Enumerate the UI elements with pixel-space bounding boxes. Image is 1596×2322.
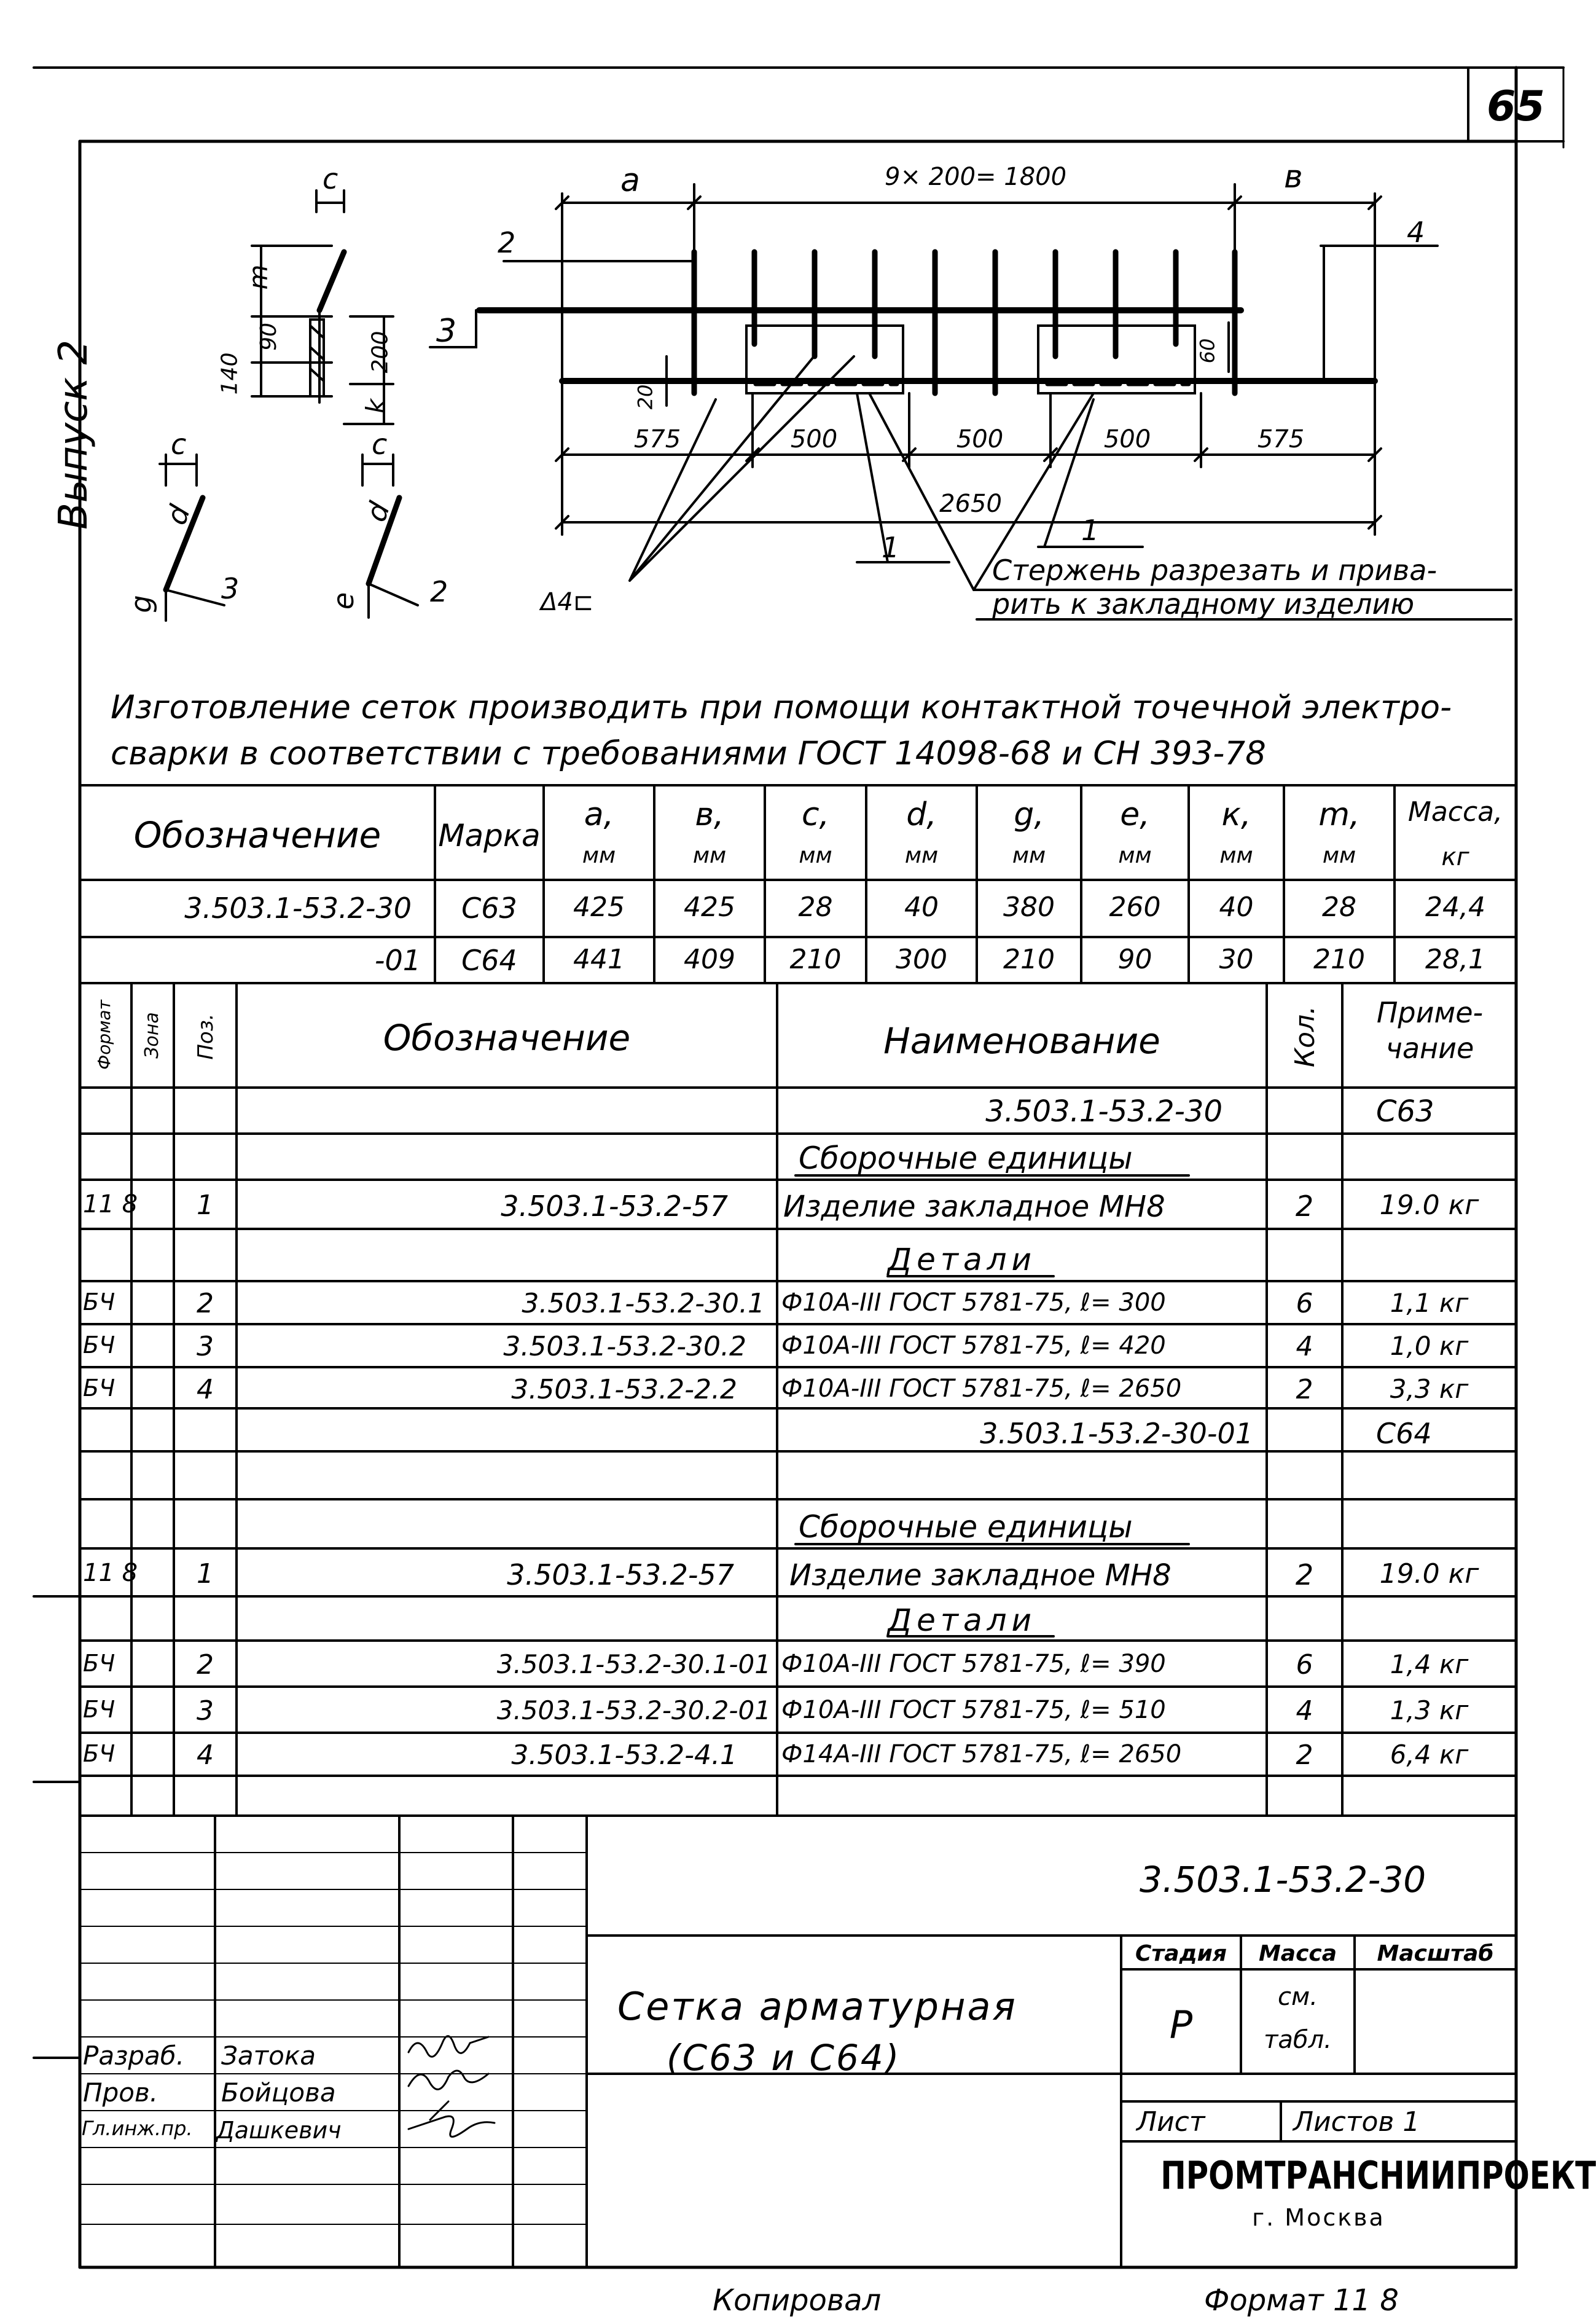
param-head-mass-unit: кг (1441, 843, 1469, 871)
spec-row-6-pos: 3 (197, 1331, 214, 1362)
dim-b: в (1284, 159, 1303, 195)
mass-value-1: см. (1278, 1983, 1318, 2011)
staff-name-2: Бойцова (221, 2077, 336, 2108)
param-head-k: к, (1221, 796, 1251, 833)
seg-575-left: 575 (633, 425, 681, 453)
spec-row-5-qty: 6 (1296, 1288, 1313, 1319)
dim-main: 9× 200= 1800 (885, 163, 1067, 191)
param-row-1-e: 260 (1109, 892, 1161, 923)
pos-1-label-b: 1 (1081, 514, 1100, 547)
param-head-b-unit: мм (692, 843, 727, 868)
param-row-1-mass: 24,4 (1425, 892, 1485, 923)
doc-number: 3.503.1-53.2-30 (1140, 1859, 1426, 1900)
spec-row-3-designation: 3.503.1-53.2-57 (501, 1190, 728, 1223)
param-head-a: a, (584, 796, 614, 833)
spec-head-name: Наименование (883, 1020, 1160, 1062)
spec-row-13-pos: 3 (197, 1695, 214, 1727)
spec-row-11-name: Детали (888, 1602, 1037, 1638)
spec-row-7-note: 3,3 кг (1390, 1374, 1469, 1404)
detail-c-top: c (323, 162, 338, 195)
spec-row-14-pos: 4 (197, 1740, 214, 1771)
spec-row-6-qty: 4 (1296, 1331, 1313, 1362)
param-row-1-c: 28 (798, 892, 833, 923)
spec-row-9-name: Сборочные единицы (799, 1509, 1133, 1545)
spec-row-5-name: Ф10А-III ГОСТ 5781-75, ℓ= 300 (781, 1288, 1166, 1317)
spec-row-12-designation: 3.503.1-53.2-30.1-01 (496, 1649, 771, 1679)
spec-row-14-note: 6,4 кг (1390, 1740, 1469, 1770)
spec-row-3-pos: 1 (197, 1190, 214, 1221)
param-head-c: c, (801, 796, 830, 833)
title-line-2: (С63 и С64) (667, 2037, 901, 2079)
seg-500-3: 500 (1103, 425, 1151, 453)
general-note-line-1: Изготовление сеток производить при помощи контактной точечной электро- (111, 689, 1452, 726)
sheet-label: Лист (1136, 2106, 1205, 2138)
detail-c-left: c (171, 428, 187, 461)
param-head-mass: Масса, (1407, 796, 1503, 828)
signatures (409, 2036, 495, 2137)
detail-pos-3: 3 (221, 572, 240, 605)
spec-head-qty: Кол. (1289, 1005, 1321, 1068)
seg-500-1: 500 (790, 425, 838, 453)
spec-head-format: Формат (94, 1000, 114, 1070)
spec-row-10-designation: 3.503.1-53.2-57 (507, 1558, 734, 1591)
mass-label: Масса (1258, 1941, 1337, 1966)
detail-200: 200 (367, 331, 393, 374)
stage-value: Р (1169, 2002, 1193, 2047)
spec-row-8-name: 3.503.1-53.2-30-01 (980, 1417, 1253, 1450)
spec-row-6-designation: 3.503.1-53.2-30.2 (503, 1331, 746, 1362)
param-head-a-unit: мм (582, 843, 616, 868)
spec-head-zone: Зона (141, 1012, 163, 1059)
sheet-number: 65 (1487, 82, 1545, 131)
param-row-2-a: 441 (573, 944, 625, 975)
spec-row-7-pos: 4 (197, 1374, 214, 1405)
sheets-label: Листов 1 (1293, 2106, 1420, 2138)
spec-row-7-format: БЧ (83, 1375, 115, 1402)
detail-e-right: e (327, 592, 361, 610)
param-head-e: e, (1120, 796, 1150, 833)
detail-d-left: d (159, 501, 197, 529)
spec-row-6-format: БЧ (83, 1332, 115, 1359)
param-head-mark: Марка (438, 818, 541, 853)
param-row-1-a: 425 (573, 892, 625, 923)
staff-role-3: Гл.инж.пр. (82, 2117, 193, 2140)
spec-row-3-note: 19.0 кг (1379, 1190, 1479, 1221)
param-head-d: d, (906, 796, 937, 833)
city: г. Москва (1252, 2204, 1385, 2231)
stage-label: Стадия (1135, 1941, 1227, 1966)
detail-k: k (361, 398, 391, 414)
detail-pos-2: 2 (430, 575, 448, 608)
param-row-2-g: 210 (1003, 944, 1055, 975)
param-head-c-unit: мм (799, 843, 832, 868)
param-row-2-c: 210 (789, 944, 842, 975)
param-head-m-unit: мм (1322, 843, 1356, 868)
organization: ПРОМТРАНСНИИПРОЕКТ (1160, 2153, 1596, 2198)
spec-row-6-note: 1,0 кг (1390, 1331, 1469, 1361)
pos-1-label-a: 1 (882, 531, 900, 564)
mass-value-2: табл. (1264, 2026, 1332, 2054)
overall-length: 2650 (939, 490, 1002, 518)
param-row-2-mass: 28,1 (1425, 944, 1485, 975)
spec-head-designation: Обозначение (383, 1017, 631, 1059)
note-line-1: Стержень разрезать и прива- (992, 554, 1438, 587)
param-head-g-unit: мм (1012, 843, 1046, 868)
spec-row-13-format: БЧ (83, 1696, 115, 1723)
spec-row-13-designation: 3.503.1-53.2-30.2-01 (496, 1695, 771, 1725)
spec-row-8-note: С64 (1376, 1417, 1432, 1450)
dim-20: 20 (633, 384, 657, 410)
seg-500-2: 500 (956, 425, 1004, 453)
param-head-m: m, (1318, 796, 1360, 833)
spec-row-6-name: Ф10А-III ГОСТ 5781-75, ℓ= 420 (781, 1332, 1166, 1360)
param-row-2-m: 210 (1313, 944, 1365, 975)
param-head-g: g, (1014, 796, 1044, 833)
pos-2-label: 2 (498, 226, 516, 259)
spec-row-5-pos: 2 (197, 1288, 214, 1319)
spec-row-13-qty: 4 (1296, 1695, 1313, 1727)
detail-90: 90 (256, 323, 281, 351)
spec-row-7-qty: 2 (1296, 1374, 1313, 1405)
param-row-2-k: 30 (1219, 944, 1254, 975)
param-row-1-d: 40 (904, 892, 939, 923)
detail-g-left: g (124, 595, 158, 613)
dim-a: a (620, 162, 640, 199)
param-row-2-b: 409 (684, 944, 735, 975)
detail-d-right: d (359, 498, 396, 526)
spec-row-5-note: 1,1 кг (1390, 1288, 1469, 1318)
param-row-1-m: 28 (1322, 892, 1356, 923)
spec-row-13-note: 1,3 кг (1390, 1695, 1469, 1725)
spec-row-12-format: БЧ (83, 1650, 115, 1677)
spec-row-13-name: Ф10А-III ГОСТ 5781-75, ℓ= 510 (781, 1696, 1166, 1724)
title-line-1: Сетка арматурная (617, 1984, 1017, 2029)
spec-row-2-name: Сборочные единицы (799, 1140, 1133, 1176)
staff-name-1: Затока (221, 2041, 316, 2071)
spec-row-12-qty: 6 (1296, 1649, 1313, 1681)
spec-row-12-pos: 2 (197, 1649, 214, 1681)
spec-row-14-designation: 3.503.1-53.2-4.1 (511, 1740, 737, 1771)
param-head-e-unit: мм (1118, 843, 1152, 868)
spec-row-4-name: Детали (888, 1242, 1037, 1277)
spec-head-note: Приме-чание (1376, 996, 1484, 1065)
spec-row-14-qty: 2 (1296, 1740, 1313, 1771)
spec-row-3-format: 11 8 (83, 1190, 138, 1218)
spec-row-14-format: БЧ (83, 1740, 115, 1767)
param-row-1-k: 40 (1219, 892, 1254, 923)
general-note-line-2: сварки в соответствии с требованиями ГОСТ 14098-68 и СН 393-78 (111, 735, 1266, 772)
footer-format: Формат 11 8 (1204, 2283, 1399, 2318)
spec-row-12-name: Ф10А-III ГОСТ 5781-75, ℓ= 390 (781, 1650, 1166, 1678)
spec-row-10-qty: 2 (1295, 1558, 1314, 1591)
spec-row-10-name: Изделие закладное МН8 (789, 1558, 1172, 1593)
staff-name-3: Дашкевич (216, 2117, 342, 2144)
spec-row-10-format: 11 8 (83, 1559, 138, 1587)
param-row-1-b: 425 (684, 892, 735, 923)
scale-label: Масштаб (1377, 1941, 1494, 1966)
staff-role-2: Пров. (83, 2077, 158, 2108)
param-row-1-g: 380 (1003, 892, 1055, 923)
pos-3-label: 3 (436, 313, 457, 350)
spec-row-10-note: 19.0 кг (1379, 1558, 1479, 1590)
param-row-2-e: 90 (1117, 944, 1152, 975)
param-head-b: в, (695, 796, 724, 833)
param-head-designation: Обозначение (133, 814, 381, 856)
spec-row-10-pos: 1 (197, 1558, 214, 1590)
param-row-1-designation: 3.503.1-53.2-30 (184, 892, 412, 925)
spec-row-1-note: С63 (1376, 1094, 1434, 1129)
spec-head-pos: Поз. (194, 1013, 218, 1060)
pos-4-label: 4 (1407, 216, 1425, 249)
spec-row-1-name: 3.503.1-53.2-30 (985, 1094, 1222, 1129)
detail-140: 140 (217, 352, 243, 395)
spec-row-14-name: Ф14А-III ГОСТ 5781-75, ℓ= 2650 (781, 1740, 1182, 1768)
seg-575-right: 575 (1257, 425, 1305, 453)
detail-m: m (243, 264, 273, 290)
param-row-1-mark: С63 (461, 892, 517, 925)
param-row-2-designation: -01 (374, 944, 421, 977)
spec-row-5-format: БЧ (83, 1288, 115, 1316)
detail-c-right: c (372, 428, 388, 461)
footer-copied: Копировал (713, 2283, 882, 2318)
param-row-2-d: 300 (896, 944, 947, 975)
spec-row-5-designation: 3.503.1-53.2-30.1 (522, 1288, 765, 1319)
param-head-d-unit: мм (904, 843, 939, 868)
weld-symbol: Δ4⊏ (541, 588, 594, 616)
dim-60: 60 (1195, 338, 1219, 364)
param-row-2-mark: С64 (461, 944, 517, 977)
spec-row-3-name: Изделие закладное МН8 (783, 1190, 1165, 1224)
param-head-k-unit: мм (1219, 843, 1253, 868)
note-line-2: рить к закладному изделию (992, 587, 1415, 621)
staff-role-1: Разраб. (83, 2041, 185, 2071)
spec-row-3-qty: 2 (1295, 1190, 1314, 1223)
spec-row-7-name: Ф10А-III ГОСТ 5781-75, ℓ= 2650 (781, 1375, 1182, 1403)
side-label: Выпуск 2 (51, 339, 96, 530)
spec-row-7-designation: 3.503.1-53.2-2.2 (511, 1374, 737, 1405)
spec-row-12-note: 1,4 кг (1390, 1649, 1469, 1679)
